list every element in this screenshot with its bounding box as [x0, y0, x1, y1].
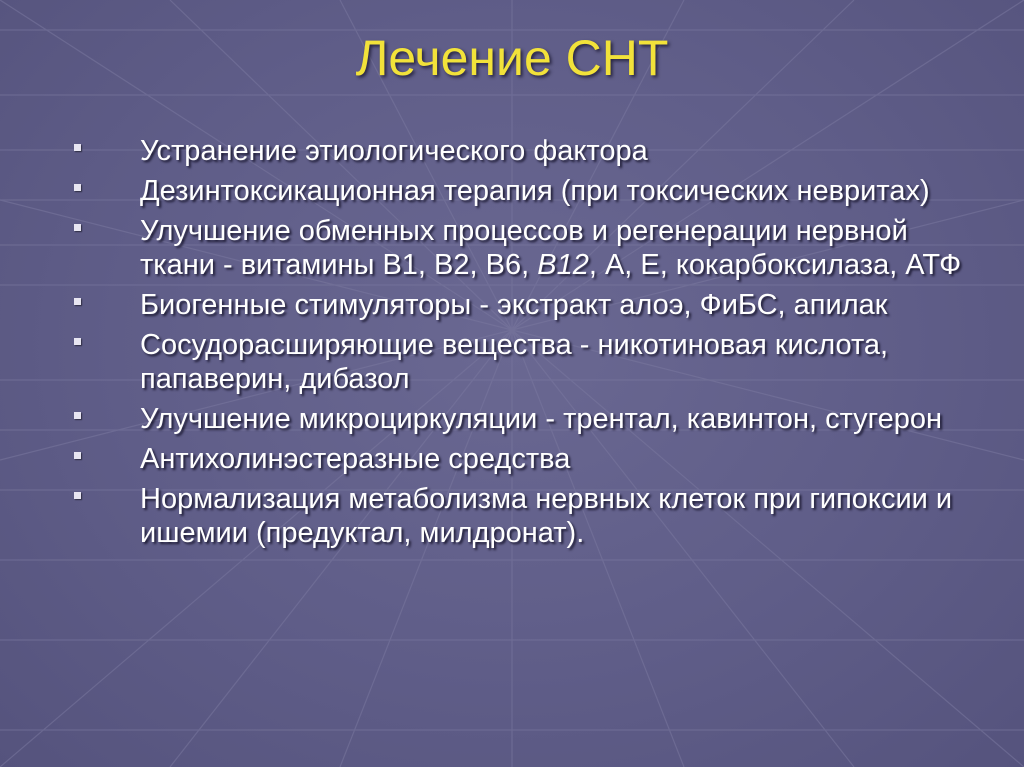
square-bullet-icon: [74, 144, 81, 151]
square-bullet-icon: [74, 338, 81, 345]
list-item-text: Дезинтоксикационная терапия (при токсических невритах): [140, 175, 930, 207]
list-item: [70, 328, 970, 396]
list-item-text-part: , А, Е, кокарбоксилаза, АТФ: [588, 249, 962, 281]
list-item: [70, 174, 970, 208]
square-bullet-icon: [74, 412, 81, 419]
list-item-text: Устранение этиологического фактора: [140, 135, 648, 167]
list-item-text: [140, 214, 970, 282]
list-item-text: Биогенные стимуляторы - экстракт алоэ, ФиБС, апилак: [140, 289, 888, 321]
list-item-text: Улучшение микроциркуляции - трентал, кавинтон, стугерон: [140, 403, 943, 435]
list-item-text-part: Улучшение обменных процессов и регенерации нервной ткани - витамины В1, В2, В6,: [140, 215, 908, 281]
bullet-list: [70, 134, 970, 556]
list-item: [70, 402, 970, 436]
square-bullet-icon: [74, 492, 81, 499]
square-bullet-icon: [74, 298, 81, 305]
list-item: [70, 134, 970, 168]
list-item-text: Антихолинэстеразные средства: [140, 443, 571, 475]
list-item: [70, 288, 970, 322]
list-item-text: Нормализация метаболизма нервных клеток при гипоксии и ишемии (предуктал, милдронат).: [140, 483, 953, 549]
slide-title: Лечение СНТ: [355, 30, 669, 86]
square-bullet-icon: [74, 452, 81, 459]
square-bullet-icon: [74, 224, 81, 231]
list-item: [70, 482, 970, 550]
list-item: [70, 442, 970, 476]
list-item-text: Сосудорасширяющие вещества - никотиновая кислота, папаверин, дибазол: [140, 329, 889, 395]
list-item: [70, 214, 970, 282]
list-item-text-italic: В12: [537, 249, 589, 281]
square-bullet-icon: [74, 184, 81, 191]
